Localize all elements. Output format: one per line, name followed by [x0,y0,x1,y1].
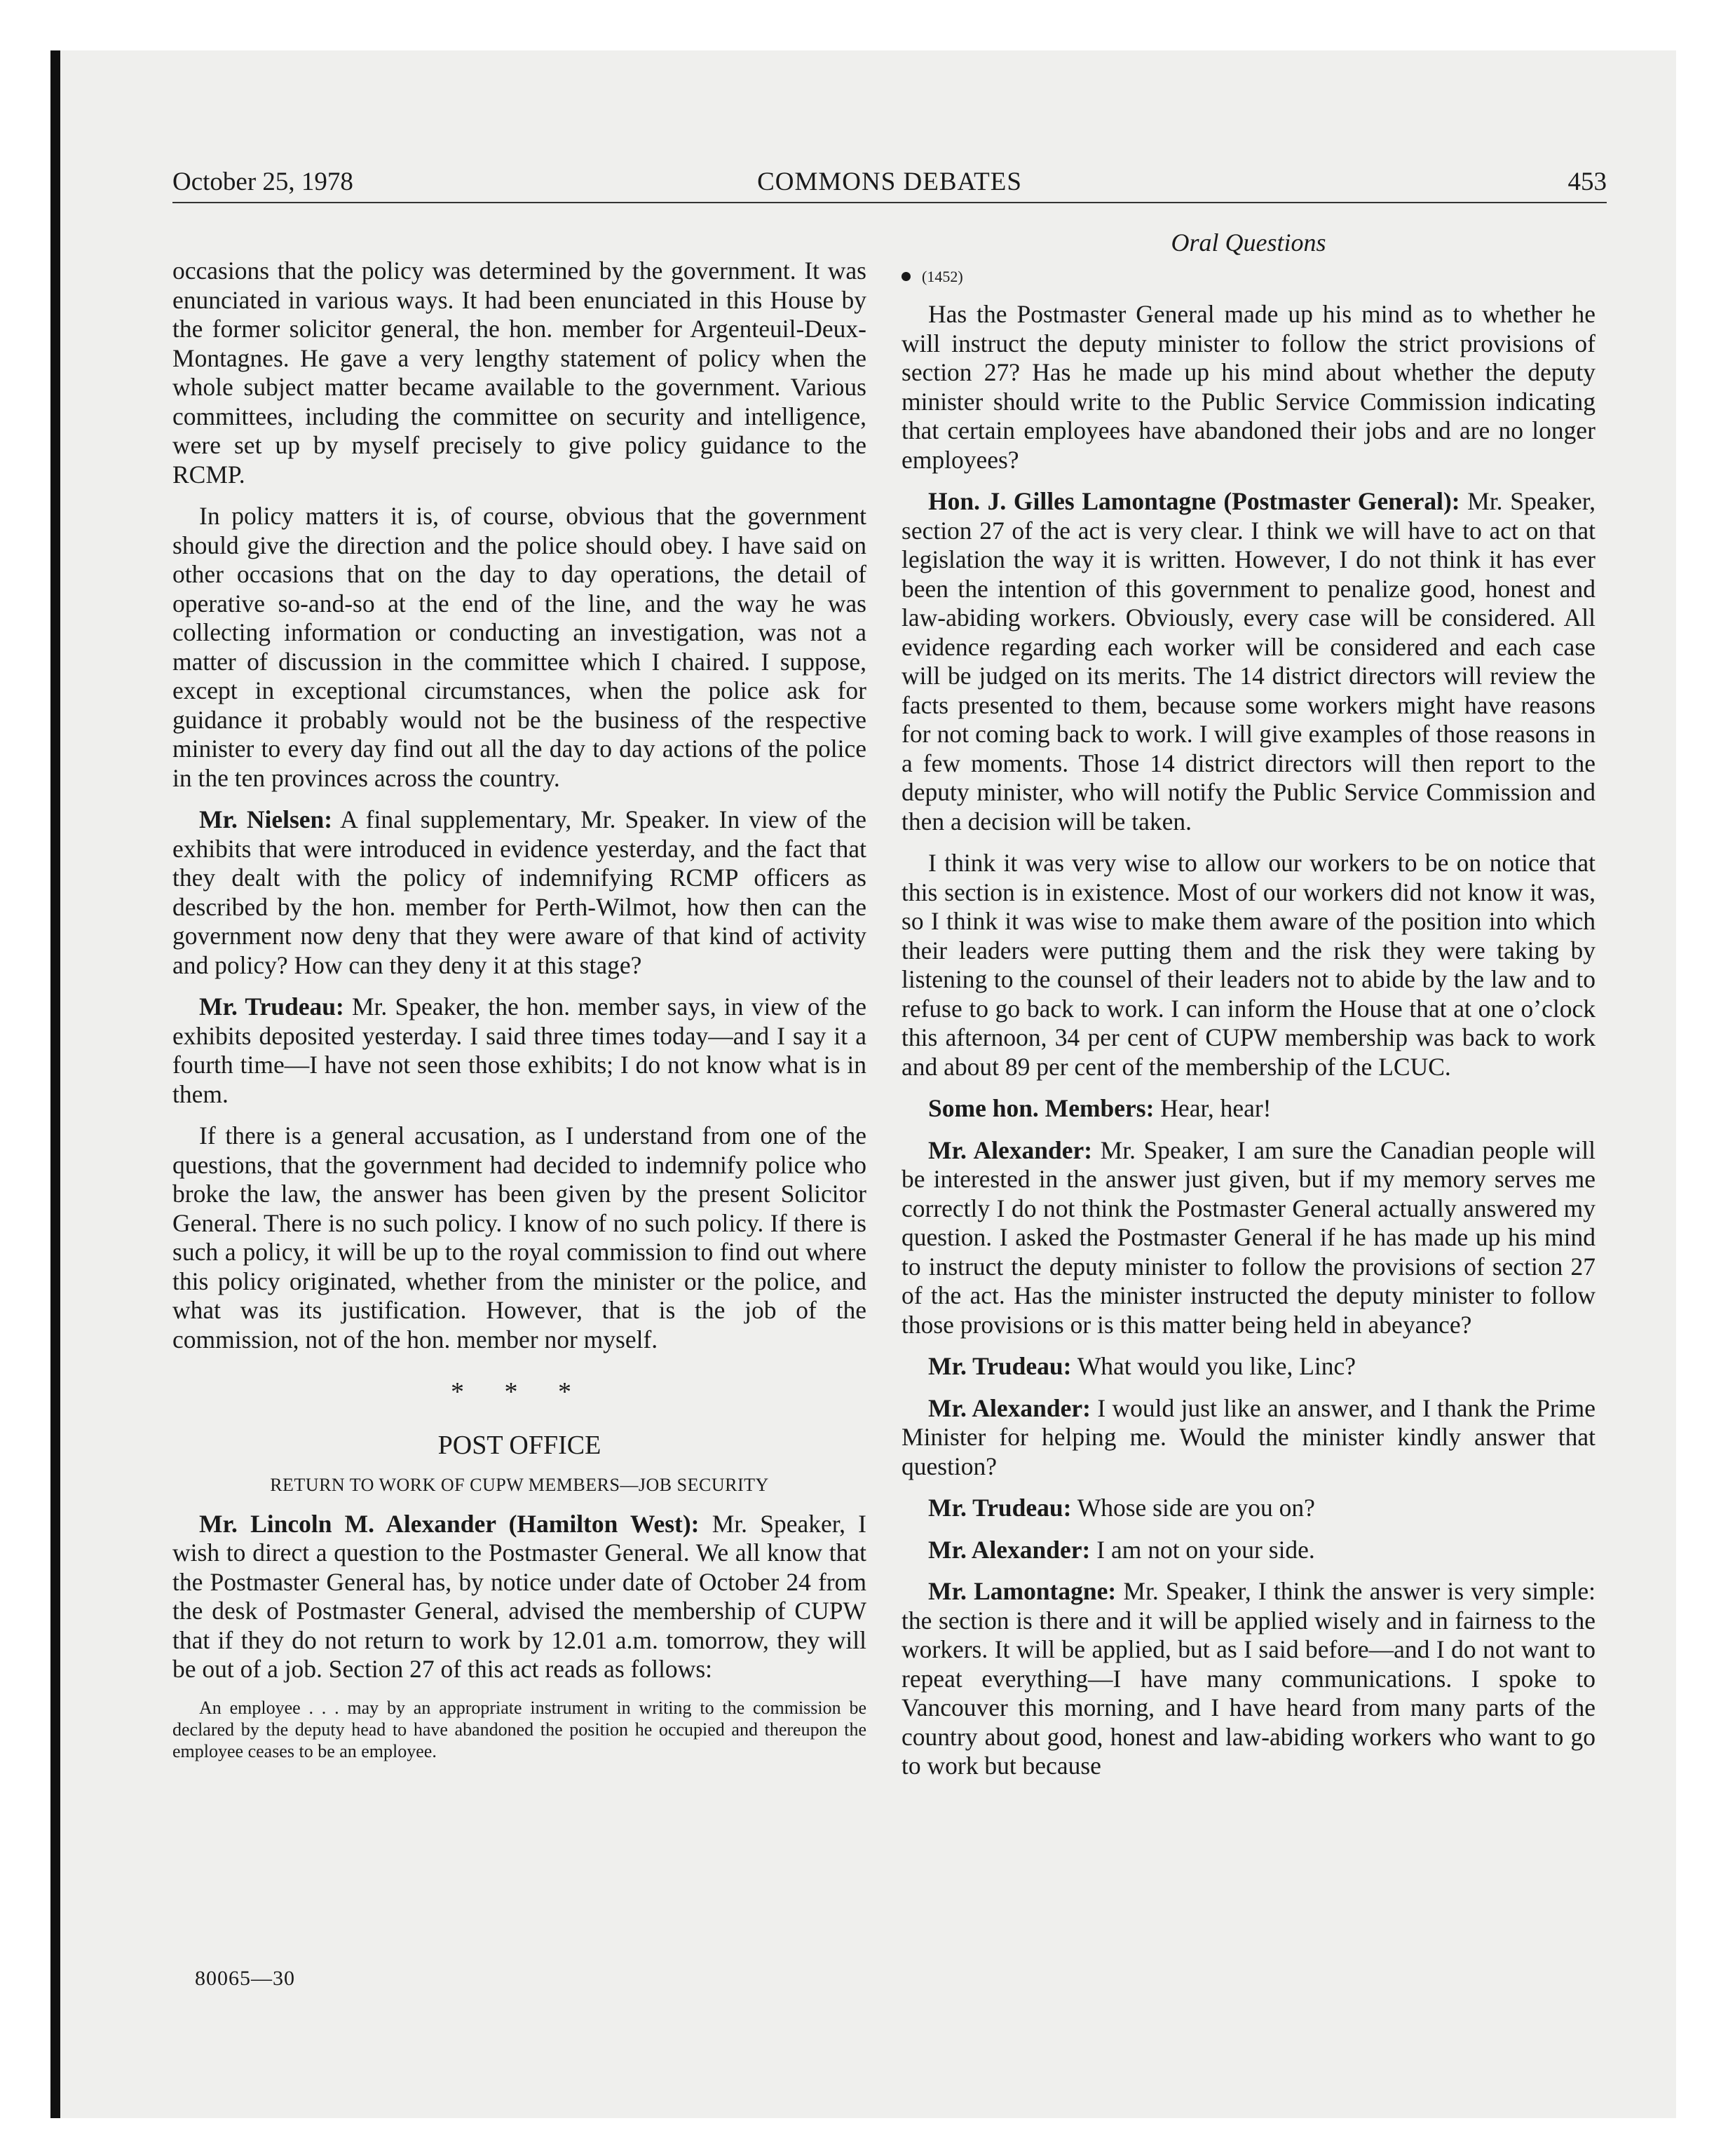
page-number: 453 [1567,168,1607,196]
speech-text: Whose side are you on? [1077,1494,1315,1522]
speech [901,1352,1595,1381]
speaker-name: Mr. Alexander: [928,1135,1093,1164]
speech [172,992,866,1109]
paragraph: I think it was very wise to allow our workers to be on notice that this section is in existence. Most of our workers did not know it was, so I think it was wise to make them aware of the position into which their leaders were putting them and the risk they were taking by listening to the counsel of their leaders not to abide by the law and to refuse to go back to work. I can inform the House that at one o’clock this afternoon, 34 per cent of CUPW membership was back to work and about 89 per cent of the membership of the LCUC. [901,849,1595,1081]
speech-text: Hear, hear! [1160,1094,1272,1122]
paragraph: If there is a general accusation, as I understand from one of the questions, that the government had decided to indemnify police who broke the law, the answer has been given by the present Solicitor General. There is no such policy. I know of no such policy. If there is such a policy, it will be up to the royal commission to find out where this policy originated, whether from the minister or the police, and what was its justification. However, that is the job of the commission, not of the hon. member nor myself. [172,1121,866,1353]
speaker-name: Mr. Lincoln M. Alexander (Hamilton West): [199,1509,700,1538]
speech [901,1094,1595,1124]
speech-text: Mr. Speaker, I am sure the Canadian people will be interested in the answer just given, but if my memory serves me correctly I do not think the Postmaster General actually answered my question. I asked the Postmaster General if he has made up his mind to instruct the deputy minister to follow the provisions of section 27 of the act. Has the minister instructed the deputy minister to follow those provisions or is this matter being held in abeyance? [901,1135,1595,1339]
left-column [172,257,866,1775]
speech [901,1136,1595,1340]
bullet-icon [901,272,911,281]
speech-text: A final supplementary, Mr. Speaker. In view of the exhibits that were introduced in evidence yesterday, and the fact that they dealt with the policy of indemnifying RCMP officers as described by the hon. member for Perth-Wilmot, how then can the government now deny that they were aware of that kind of activity and policy? How can they deny it at this stage? [172,805,867,979]
speech-text: I am not on your side. [1096,1535,1315,1564]
paragraph: occasions that the policy was determined by the government. It was enunciated in various ways. It had been enunciated in this House by the former solicitor general, the hon. member for Argenteuil-Deux-Montagnes. He gave a very lengthy statement of policy when the whole subject matter became available to the government. Various committees, including the committee on security and intelligence, were set up by myself precisely to give policy guidance to the RCMP. [172,257,866,489]
speech-text: I would just like an answer, and I thank the Prime Minister for helping me. Would the minister kindly answer that question? [901,1393,1596,1480]
speech-text: Mr. Speaker, I think the answer is very simple: the section is there and it will be applied wisely and in fairness to the workers. It will be applied, but as I said before—and I do not want to repeat everything—I have many communications. I spoke to Vancouver this morning, and I have heard from many parts of the country about good, honest and law-abiding workers who want to go to work but because [901,1577,1596,1780]
paragraph: Has the Postmaster General made up his mind as to whether he will instruct the deputy minister to follow the strict provisions of section 27? Has he made up his mind about whether the deputy minister should write to the Public Service Commission indicating that certain employees have abandoned their jobs and are no longer employees? [901,300,1595,474]
time-marker-text: (1452) [922,268,963,285]
running-head: Oral Questions [1171,228,1326,257]
speech [901,1394,1595,1482]
speech [901,1577,1595,1781]
speaker-name: Some hon. Members: [928,1094,1155,1122]
speaker-name: Mr. Alexander: [928,1535,1091,1564]
speech [172,805,866,980]
speaker-name: Mr. Trudeau: [928,1494,1072,1522]
time-marker [901,266,1595,287]
speech-text: What would you like, Linc? [1077,1352,1356,1380]
section-heading: POST OFFICE [437,1430,601,1460]
speaker-name: Mr. Alexander: [928,1393,1091,1422]
sub-heading: RETURN TO WORK OF CUPW MEMBERS—JOB SECURITY [270,1474,769,1495]
footer-code: 80065—30 [195,1967,295,1990]
speech-text: Mr. Speaker, section 27 of the act is very clear. I think we will have to act on that legislation the way it is written. However, I do not think it has ever been the intention of this government to penalize good, honest and law-abiding workers. Obviously, every case will be considered. All evidence regarding each worker will be considered and each case will be judged on its merits. The 14 district directors will review the facts presented to them, because some workers might have reasons for not coming back to work. I will give examples of those reasons in a few moments. Those 14 district directors will then report to the deputy minister, who will notify the Public Service Commission and then a decision will be taken. [901,487,1595,835]
speech [172,1510,866,1684]
right-column [901,227,1595,1794]
speech [901,1536,1595,1565]
header-title: COMMONS DEBATES [757,168,1022,196]
speaker-name: Mr. Lamontagne: [928,1577,1117,1605]
speech-text: Mr. Speaker, the hon. member says, in view of the exhibits deposited yesterday. I said three times today—and I say it a fourth time—I have not seen those exhibits; I do not know what is in them. [172,992,866,1108]
speech [901,1494,1595,1523]
speech-text: Mr. Speaker, I wish to direct a question to the Postmaster General. We all know that the Postmaster General has, by notice under date of October 24 from the desk of Postmaster General, advised the membership of CUPW that if they do not return to work by 12.01 a.m. tomorrow, they will be out of a job. Section 27 of this act reads as follows: [172,1509,866,1683]
document-page [172,165,1607,2023]
page-header [172,165,1607,203]
paragraph: In policy matters it is, of course, obvious that the government should give the direction and the police should obey. I have said on other occasions that on the day to day operations, the detail of operative so-and-so at the end of the line, and the way he was collecting information or conducting an investigation, was not a matter of discussion in the committee which I chaired. I suppose, except in exceptional circumstances, when the police ask for guidance it probably would not be the business of the respective minister to every day find out all the day to day actions of the police in the ten provinces across the country. [172,502,866,792]
speaker-name: Mr. Trudeau: [928,1352,1072,1380]
scan-edge [50,50,60,2118]
speech [901,487,1595,836]
speaker-name: Mr. Nielsen: [199,805,333,833]
block-quote: An employee . . . may by an appropriate instrument in writing to the commission be declared by the deputy head to have abandoned the position he occupied and thereupon the employee ceases to be an employee. [172,1697,866,1761]
section-separator: * * * [451,1377,588,1407]
speaker-name: Hon. J. Gilles Lamontagne (Postmaster General): [928,487,1460,515]
speaker-name: Mr. Trudeau: [199,992,344,1021]
header-date: October 25, 1978 [172,168,353,196]
